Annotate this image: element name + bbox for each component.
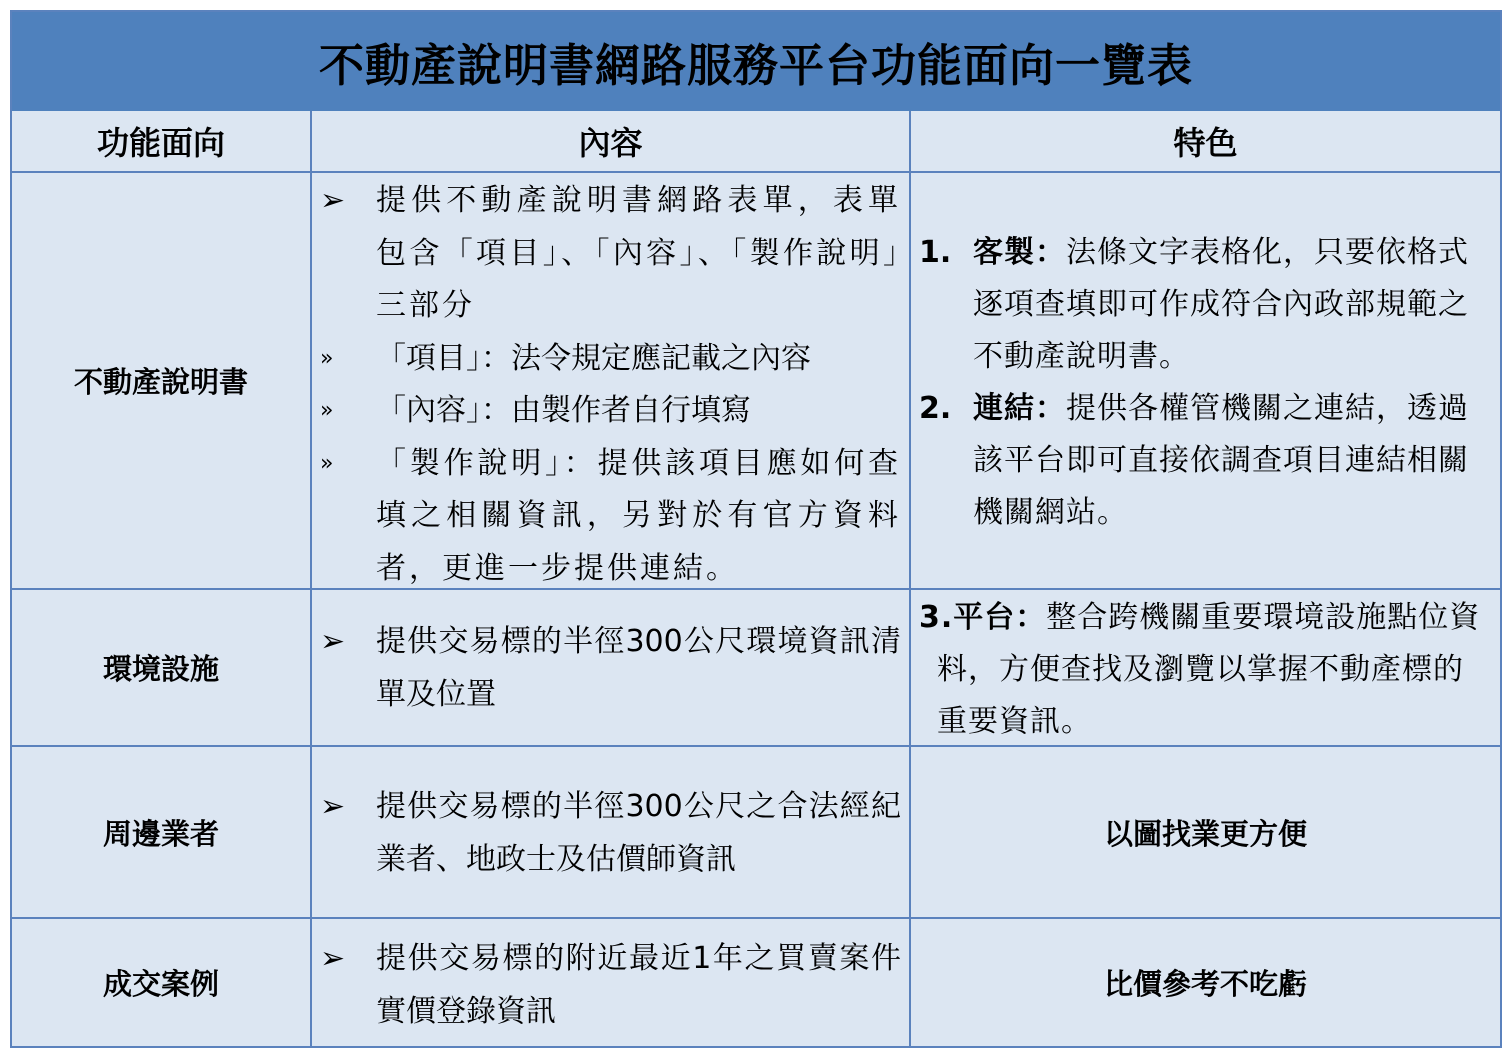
list-item — [312, 385, 901, 438]
header-aspect: 功能面向 — [12, 111, 312, 173]
list-item-text: 提供交易標的附近最近1年之買賣案件實價登錄資訊 — [376, 941, 901, 1029]
feature-number: 1. — [919, 235, 952, 270]
list-item-text: 「項目」：法令規定應記載之內容 — [376, 340, 811, 376]
feature-label: 客製： — [973, 235, 1066, 270]
row-aspect: 環境設施 — [12, 590, 312, 747]
list-item-text: 提供交易標的半徑300公尺環境資訊清單及位置 — [376, 624, 901, 712]
header-content: 內容 — [312, 111, 911, 173]
list-item — [312, 616, 901, 721]
feature-text: 法條文字表格化，只要依格式逐項查填即可作成符合內政部規範之不動產說明書。 — [973, 235, 1469, 374]
row-aspect: 周邊業者 — [12, 747, 312, 919]
feature-body — [919, 592, 1492, 748]
row-aspect: 不動產說明書 — [12, 173, 312, 590]
feature-body — [973, 227, 1494, 383]
list-item-text: 提供交易標的半徑300公尺之合法經紀業者、地政士及估價師資訊 — [376, 789, 901, 877]
feature-text: 整合跨機關重要環境設施點位資料，方便查找及瀏覽以掌握不動產標的重要資訊。 — [937, 600, 1481, 739]
feature-label: 連結： — [973, 391, 1066, 426]
arrow-bullet-icon: ➢ — [320, 941, 346, 976]
row-feature — [911, 590, 1500, 747]
feature-text: 提供各權管機關之連結，透過該平台即可直接依調查項目連結相關機關網站。 — [973, 391, 1469, 530]
feature-item — [911, 383, 1494, 539]
chevron-bullet-icon: » — [320, 345, 334, 371]
chevron-bullet-icon: » — [320, 450, 334, 476]
list-item — [312, 933, 901, 1038]
row-content — [312, 919, 911, 1046]
feature-body — [973, 383, 1494, 539]
table-title: 不動產說明書網路服務平台功能面向一覽表 — [318, 39, 1193, 92]
row-feature — [911, 173, 1500, 590]
arrow-bullet-icon: ➢ — [320, 624, 346, 659]
chevron-bullet-icon: » — [320, 398, 334, 423]
list-item-text: 「製作說明」：提供該項目應如何查填之相關資訊，另對於有官方資料者，更進一步提供連結。 — [376, 445, 901, 586]
feature-number: 2. — [919, 391, 952, 426]
row-content — [312, 747, 911, 919]
row-feature: 以圖找業更方便 — [911, 747, 1500, 919]
list-item-text: 提供不動產說明書網路表單，表單包含「項目」、「內容」、「製作說明」三部分 — [376, 183, 901, 323]
row-content — [312, 173, 911, 590]
list-item-text: 「內容」：由製作者自行填寫 — [376, 393, 751, 428]
feature-label: 3.平台： — [919, 600, 1047, 635]
row-content — [312, 590, 911, 747]
summary-table — [10, 10, 1502, 1048]
arrow-bullet-icon: ➢ — [320, 183, 346, 218]
table-title-bar — [12, 12, 1500, 111]
arrow-bullet-icon: ➢ — [320, 789, 346, 824]
list-item — [312, 333, 901, 386]
list-item — [312, 175, 901, 333]
row-feature: 比價參考不吃虧 — [1103, 967, 1307, 1001]
header-feature: 特色 — [911, 111, 1500, 173]
list-item — [312, 781, 901, 886]
feature-item — [911, 227, 1494, 383]
list-item — [312, 438, 901, 596]
row-aspect: 成交案例 — [12, 919, 312, 1046]
